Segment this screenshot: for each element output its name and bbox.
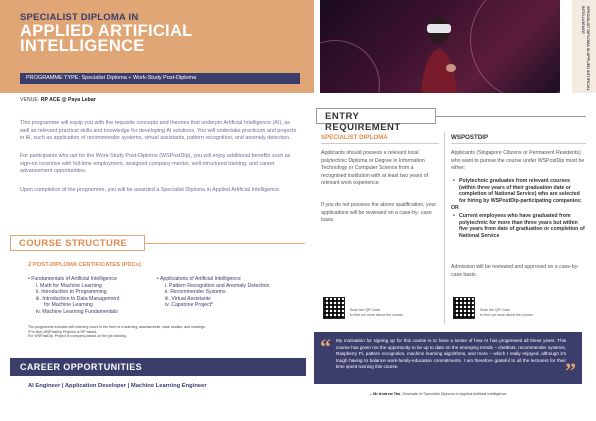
divider <box>436 116 586 117</box>
decorative-ring <box>470 0 560 93</box>
wspostdip-criteria <box>451 178 586 239</box>
wspostdip-requirement-text: Applicants (Singapore Citizens or Permanent Residents) who want to pursue the course under WSPostDip must be either: <box>451 150 585 172</box>
specialist-requirement-text: Applicants should possess a relevant local polytechnic Diploma or Degree in Information Technology or Computer Science from a recognised institution with at least two years of relevant work experience. <box>321 150 428 187</box>
title-line-2: INTELLIGENCE <box>20 37 145 55</box>
module-title: • Applications of Artificial Intelligence <box>157 276 241 282</box>
intro-paragraph-3: Upon completion of the programme, you will be awarded a Specialist Diploma in Applied Artificial Intelligence. <box>20 187 281 193</box>
qr-caption-line: to find out more about the course. <box>350 312 404 317</box>
entry-requirement-label: ENTRY REQUIREMENT <box>325 111 401 133</box>
title-line-1: APPLIED ARTIFICIAL <box>20 22 193 40</box>
module-list-fundamentals <box>28 276 153 316</box>
qr-caption-line: Scan the QR Code <box>480 308 511 312</box>
course-structure-heading <box>10 235 145 251</box>
testimonial-text: My motivation for signing up for this course is to have a sense of how AI has progressed all these years. This course has given me the opportunity to be up to date on the emerging trends – chatbots, recommender systems, Raspberry Pi, pattern recognition, machine learning algorithms, and more – which I really enjoyed, although it's tough having to balance work-family-education commitments. I am therefore grateful to all the lecturers for their time spent running this course. <box>336 338 566 370</box>
pdc-title: 2 POST-DIPLOMA CERTIFICATES (PDCs) <box>28 262 142 268</box>
quote-open-icon: “ <box>320 334 331 359</box>
qr-caption <box>480 308 534 317</box>
hero-photo-vr-woman <box>320 0 560 93</box>
wspostdip-review-text: Admission will be reviewed and approved on a case-by-case basis. <box>451 264 580 278</box>
side-tab <box>572 0 596 93</box>
specialist-diploma-title: SPECIALIST DIPLOMA <box>321 134 388 141</box>
module-item: iii. Introduction to Data Management <box>36 295 120 302</box>
decorative-ring <box>320 40 380 93</box>
header-band <box>0 0 314 93</box>
divider <box>321 143 439 144</box>
qr-code[interactable] <box>453 297 475 319</box>
module-item: i. Pattern Recognition and Anomaly Detection <box>165 282 270 289</box>
vr-headset-figure <box>415 8 463 93</box>
module-item: ii. Introduction to Programming <box>36 289 107 296</box>
module-item: iv. Capstone Project* <box>165 302 214 309</box>
module-item: iv. Machine Learning Fundamentals <box>36 308 118 315</box>
career-roles: AI Engineer | Application Developer | Machine Learning Engineer <box>28 383 207 389</box>
venue-label: VENUE: <box>20 97 40 103</box>
author-note: , Graduate of Specialist Diploma in Applied Artificial Intelligence <box>400 392 507 396</box>
qr-caption-line: Scan the QR Code <box>350 308 381 312</box>
testimonial-author <box>370 392 507 396</box>
divider <box>145 243 305 244</box>
intro-paragraph-1: This programme will equip you with the requisite concepts and theories that underpin Artificial Intelligence (AI), as well as relevant practical skills and knowledge for developing AI solutions. You will undertake practicum and projects in AI, such as application of recommender systems, virtual assistants, pattern recognition, and anomaly detection. <box>20 120 297 142</box>
programme-type-bar: PROGRAMME TYPE: Specialist Diploma + Work-Study Post-Diploma <box>20 73 300 84</box>
module-item: iii. Virtual Assistants <box>165 295 211 302</box>
testimonial-box <box>314 332 582 384</box>
intro-paragraph-2: For participants who opt for the Work-Study Post-Diploma (WSPostDip), you will enjoy additional benefits such as sign-on incentive with full-time employment, assigned company mentor, well-structured training, and career advancement opportunities. <box>20 153 291 175</box>
course-note: The programme includes self-learning hours in the form of e-learning, assessments, case studies, and readings. <box>28 325 206 329</box>
course-note: For WSPostDip, Project is company-based on the job training. <box>28 334 127 339</box>
module-item: i. Math for Machine Learning <box>36 282 102 289</box>
venue-value: RP ACE @ Paya Lebar <box>40 97 96 103</box>
career-heading <box>10 358 306 376</box>
side-tab-label: SPECIALIST DIPLOMA IN APPLIED ARTIFICIAL INTELLIGENCE <box>581 6 590 91</box>
career-heading-label: CAREER OPPORTUNITIES <box>20 362 143 372</box>
qr-caption-line: to find out more about the course. <box>480 312 534 317</box>
quote-close-icon: ” <box>565 358 576 383</box>
course-notes <box>28 325 308 339</box>
page-title <box>20 24 310 54</box>
header-kicker: SPECIALIST DIPLOMA IN <box>20 12 139 23</box>
module-item: for Machine Learning <box>44 302 93 309</box>
course-structure-label: COURSE STRUCTURE <box>19 238 128 249</box>
module-item: ii. Recommender Systems <box>165 289 226 296</box>
wspostdip-title: WSPOSTDIP <box>451 134 489 141</box>
criteria-item: • Polytechnic graduates from relevant courses (within three years of their graduation date or completion of National Service) who are selected for hiring by WSPostDip-participating companies; <box>451 178 586 204</box>
qr-caption <box>350 308 404 317</box>
specialist-review-text: If you do not possess the above qualification, your applications will be reviewed on a case-by- case basis. <box>321 202 437 224</box>
entry-requirement-heading <box>316 108 436 133</box>
module-title: • Fundamentals of Artificial Intelligence <box>28 276 117 282</box>
course-note: *For Non-WSPostDip Projects is RP based. <box>28 329 98 334</box>
venue-line <box>20 97 96 103</box>
qr-code[interactable] <box>323 297 345 319</box>
criteria-item: • Current employees who have graduated from polytechnic for more than three years but within five years from date of graduation or completion of National Service <box>451 213 586 239</box>
author-name: – Mr Andrew Tan <box>370 392 401 396</box>
criteria-or: OR <box>451 205 459 212</box>
divider <box>451 143 586 144</box>
column-divider <box>444 132 445 324</box>
module-list-applications <box>157 276 307 309</box>
